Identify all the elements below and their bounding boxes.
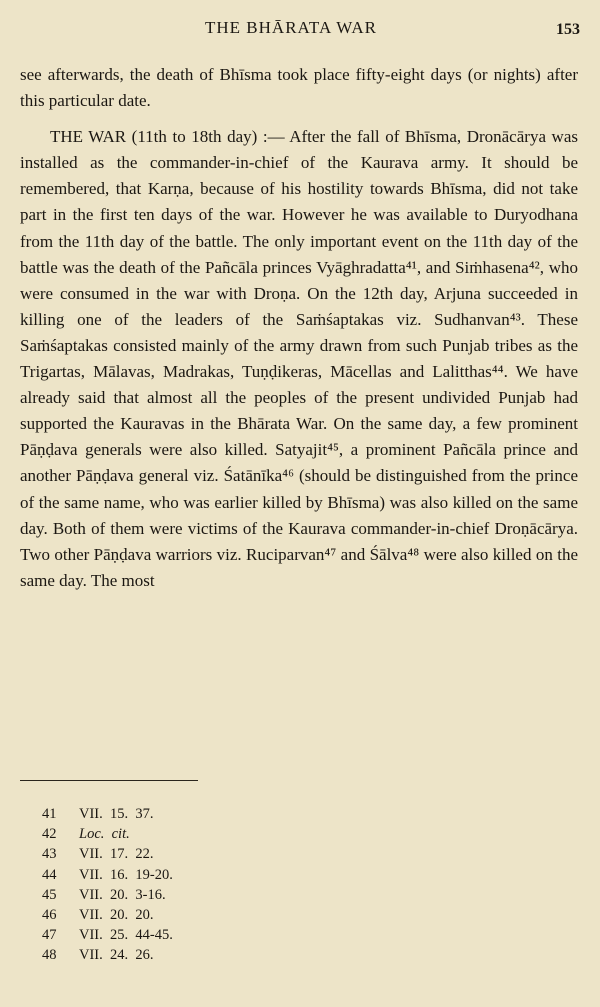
footnote-separator <box>20 780 198 781</box>
footnote-reference: VII. 25. 44-45. <box>79 927 173 944</box>
footnote-number: 48 <box>42 947 57 964</box>
footnote-number: 41 <box>42 806 57 822</box>
footnote-41 <box>42 804 342 824</box>
footnote-number: 43 <box>42 846 57 863</box>
footnote-47 <box>42 925 342 945</box>
footnote-number: 44 <box>42 866 57 883</box>
paragraph-the-war: THE WAR (11th to 18th day) :— After the fall of Bhīsma, Dronācārya was installed as the commander-in-chief of the Kaurava army. It should be remembered, that Karṇa, because of his hostility towards Bhīsma, did not take part in the first ten days of the war. However he was available to Duryodhana from the 11th day of the battle. The only important event on the 11th day of the battle was the death of the Pañcāla princes Vyāghradatta⁴¹, and Siṁhasena⁴², who were consumed in the war with Droṇa. On the 12th day, Arjuna succeeded in killing one of the leaders of the Saṁśaptakas viz. Sudhanvan⁴³. These Saṁśaptakas consisted mainly of the army drawn from such Punjab tribes as the Trigartas, Mālavas, Madrakas, Tuṇḍikeras, Mācellas and Lalitthas⁴⁴. We have already said that almost all the peoples of the present undivided Punjab had supported the Kauravas in the Bhārata War. On the same day, a few prominent Pāṇḍava generals were also killed. Satyajit⁴⁵, a prominent Pañcāla prince and another Pāṇḍava general viz. Śatānīka⁴⁶ (should be distinguished from the prince of the same name, who was earlier killed by Bhīsma) was also killed on the same day. Both of them were victims of the Kaurava commander-in-chief Droṇācārya. Two other Pāṇḍava warriors viz. Ruciparvan⁴⁷ and Śālva⁴⁸ were also killed on the same day. The most <box>20 127 578 590</box>
footnote-reference: VII. 17. 22. <box>79 846 154 863</box>
footnote-42 <box>42 824 342 844</box>
footnote-reference: VII. 15. 37. <box>79 806 154 822</box>
body-text <box>20 62 578 594</box>
footnote-46 <box>42 905 342 925</box>
footnote-number: 47 <box>42 927 57 944</box>
running-title: THE BHĀRATA WAR <box>205 18 378 37</box>
paragraph-continuation: see afterwards, the death of Bhīsma took place fifty-eight days (or nights) after this particular date. <box>20 65 578 111</box>
footnote-45 <box>42 885 342 905</box>
footnote-43 <box>42 844 342 864</box>
footnote-number: 45 <box>42 886 57 903</box>
footnote-44 <box>42 865 342 885</box>
footnote-reference: VII. 16. 19-20. <box>79 866 173 883</box>
footnotes <box>42 804 342 966</box>
footnote-number: 46 <box>42 907 57 924</box>
footnote-reference: VII. 24. 26. <box>79 947 154 964</box>
footnote-48 <box>42 945 342 965</box>
page-number: 153 <box>556 21 580 38</box>
footnote-number: 42 <box>42 826 57 843</box>
running-head <box>0 18 600 42</box>
footnote-reference: Loc. cit. <box>79 826 130 843</box>
footnote-reference: VII. 20. 20. <box>79 907 154 924</box>
footnote-reference: VII. 20. 3-16. <box>79 886 166 903</box>
